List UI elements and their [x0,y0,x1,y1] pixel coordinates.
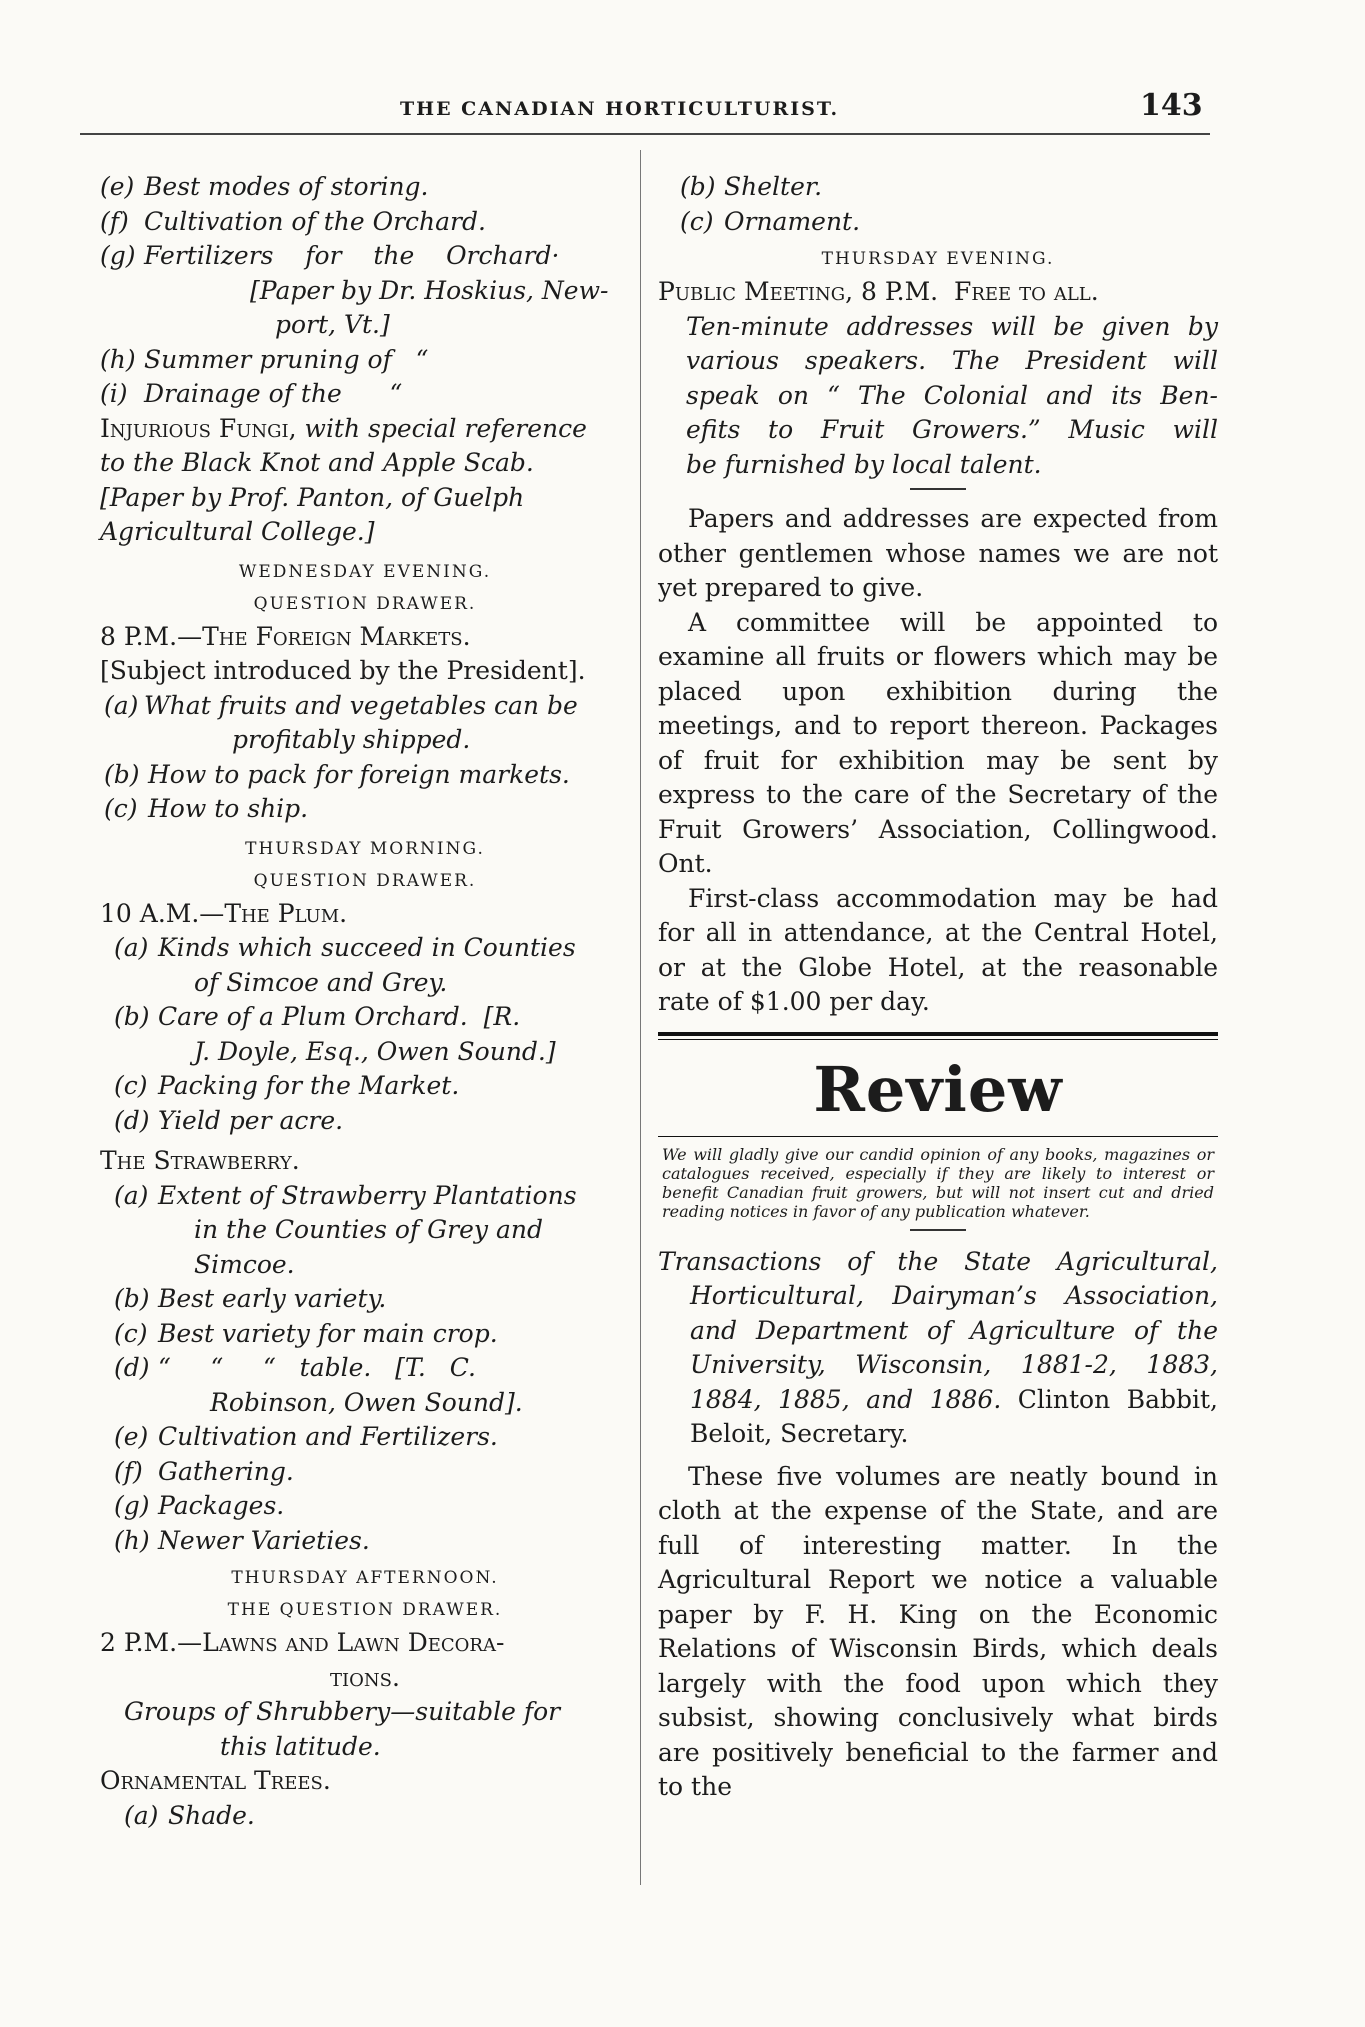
item-marker: (f) [100,206,129,236]
review-rule [658,1032,1218,1036]
item-text: Extent of Strawberry Plantations [158,1180,577,1210]
session-title: The Plum. [224,898,348,928]
item-marker: (g) [100,241,136,270]
item-text: Cultivation of the Orchard. [144,206,486,236]
list-item [100,1524,630,1559]
item-marker: (g) [114,1491,150,1520]
item-text: Newer Varieties. [158,1525,370,1555]
item-marker: (c) [114,1318,148,1348]
header-rule [80,133,1210,135]
review-entry-title: Transactions of the State Agricultural, Horticultural, Dairyman’s Association, and Department of Agriculture of the University, Wisconsin, 1881-2, 1883, 1884, 1885, and 1886. [658,1246,1218,1414]
list-item [100,689,630,724]
item-text: Summer pruning of “ [144,344,429,374]
item-marker: (e) [100,172,135,201]
item-text: “ “ “ table. [T. C. [158,1353,476,1382]
item-marker: (d) [114,1105,150,1135]
item-text: Ornament. [724,206,861,236]
review-rule [658,1136,1218,1137]
item-text: How to pack for foreign markets. [148,759,570,789]
item-marker: (e) [114,1422,149,1451]
list-item [658,205,1218,240]
session-time: 2 P.M.— [100,1628,203,1657]
item-text: in the Counties of Grey and [194,1215,543,1244]
list-item [100,343,630,378]
right-column [658,170,1218,1805]
item-text: Fertilizers for the Orchard· [144,241,560,270]
list-item [100,170,630,205]
section-title: Injurious Fungi, [100,413,297,443]
section-divider [910,488,966,490]
session-time: 8 P.M.— [100,621,203,651]
list-item [100,1351,630,1386]
item-text: Simcoe. [194,1249,295,1279]
item-text: Shade. [168,1800,255,1830]
paper-note: Agricultural College.] [100,517,375,546]
list-item [100,377,630,412]
public-meeting-text: Ten-minute addresses will be given by [686,311,1218,341]
item-text: profitably shipped. [232,725,471,754]
paragraph-committee: A committee will be appointed to examine all fruits or flowers which may be placed upon exhibition during the meetings, and to report thereon. Packages of fruit for exhibition may be sent by express to the care of the Secretary of the Fruit Growers’ Association, Collingwood. Ont. [658,607,1218,878]
item-text: Gathering. [158,1456,294,1486]
item-marker: (a) [104,690,139,720]
list-item [100,792,630,827]
session-10am [100,897,630,932]
section-injurious-fungi [100,412,630,447]
list-item [100,758,630,793]
list-item [100,1489,630,1524]
list-item [100,1317,630,1352]
page-number: 143 [1140,88,1203,123]
item-text: Best variety for main crop. [158,1318,498,1348]
paragraph-papers: Papers and addresses are expected from other gentlemen whose names we are not yet prepared to give. [658,504,1218,602]
list-item [100,1104,630,1139]
item-text: Care of a Plum Orchard. [R. [158,1002,521,1031]
item-text: of Simcoe and Grey. [194,967,448,997]
list-item [100,1069,630,1104]
session-heading: THURSDAY EVENING. [821,249,1055,269]
running-head: THE CANADIAN HORTICULTURIST. [400,98,840,120]
session-8pm [100,620,630,655]
review-entry-publisher: Clinton Babbit, Beloit, Secretary. [690,1384,1218,1448]
list-item [100,239,630,274]
item-text: Best modes of storing. [144,172,429,201]
list-item [100,205,630,240]
list-item [100,1455,630,1490]
session-2pm [100,1626,630,1661]
public-meeting-text: efits to Fruit Growers.” Music will [686,415,1218,444]
item-text: Packages. [158,1491,285,1520]
session-title: tions. [330,1662,400,1692]
review-note: We will gladly give our candid opinion of any books, magazines or catalogues received, especially if they are likely to interest or benefit Canadian fruit growers, but will not insert cut and dried reading notices in favor of any publication whatever. [662,1144,1214,1221]
item-marker: (b) [114,1284,150,1313]
session-heading: WEDNESDAY EVENING. [238,561,492,582]
item-text: Shelter. [724,172,823,201]
item-text: What fruits and vegetables can be [144,690,578,720]
item-marker: (a) [124,1800,159,1830]
column-divider [640,150,641,1885]
public-meeting-title: Public Meeting, 8 P.M. Free to all. [658,277,1099,306]
paper-note: [Paper by Dr. Hoskius, New- [250,275,609,305]
item-text: Robinson, Owen Sound]. [210,1387,523,1417]
public-meeting-text: be furnished by local talent. [686,449,1042,479]
item-marker: (f) [114,1456,143,1486]
item-marker: (d) [114,1353,150,1382]
item-text: How to ship. [148,794,309,823]
question-drawer-heading: THE QUESTION DRAWER. [227,1600,503,1620]
item-marker: (a) [114,1180,149,1210]
left-column [100,170,630,1833]
paper-note: [Paper by Prof. Panton, of Guelph [100,482,525,512]
item-marker: (h) [100,344,136,374]
question-drawer-heading: QUESTION DRAWER. [253,593,477,614]
item-marker: (h) [114,1525,150,1555]
section-text: this latitude. [220,1731,381,1761]
section-divider [910,1229,966,1231]
section-text: with special reference [296,413,587,443]
list-item [100,1179,630,1214]
item-marker: (c) [104,794,138,823]
review-body: These five volumes are neatly bound in cloth at the expense of the State, and are full of interesting matter. In the Agricultural Report we notice a valuable paper by F. H. King on the Economic Relations of Wisconsin Birds, which deals largely with the food upon which they subsist, showing conclusively what birds are positively beneficial to the farmer and to the [658,1461,1218,1801]
item-marker: (b) [114,1002,150,1031]
item-marker: (b) [104,759,140,789]
session-subject: [Subject introduced by the President]. [100,656,586,685]
public-meeting-text: speak on “ The Colonial and its Ben- [686,380,1218,410]
item-text: Packing for the Market. [158,1071,460,1100]
review-section-title: Review [813,1052,1063,1126]
review-rule [658,1039,1218,1040]
item-marker: (c) [114,1071,148,1100]
list-item [100,1282,630,1317]
item-text: Drainage of the “ [144,379,403,408]
item-text: Yield per acre. [158,1105,344,1135]
paper-note: port, Vt.] [275,310,390,339]
section-text: Groups of Shrubbery—suitable for [124,1697,561,1726]
paragraph-accommodation: First-class accommodation may be had for all in attendance, at the Central Hotel, or at the Globe Hotel, at the reasonable rate of $1.00 per day. [658,883,1218,1016]
session-time: 10 A.M.— [100,898,225,928]
section-text: to the Black Knot and Apple Scab. [100,448,534,477]
item-marker: (b) [680,172,716,201]
session-heading: THURSDAY MORNING. [245,838,485,859]
item-text: Best early variety. [158,1284,387,1313]
session-heading: THURSDAY AFTERNOON. [231,1568,499,1588]
list-item [100,931,630,966]
list-item [658,170,1218,205]
item-text: J. Doyle, Esq., Owen Sound.] [194,1036,556,1066]
question-drawer-heading: QUESTION DRAWER. [253,870,477,891]
list-item [100,1000,630,1035]
list-item [100,1799,630,1834]
item-marker: (c) [680,206,714,236]
item-text: Cultivation and Fertilizers. [158,1422,498,1451]
public-meeting-text: various speakers. The President will [686,346,1218,375]
session-title: The Foreign Markets. [202,621,471,651]
item-marker: (i) [100,379,128,408]
list-item [100,1420,630,1455]
session-title: Lawns and Lawn Decora- [202,1628,505,1657]
section-strawberry-title: The Strawberry. [100,1146,300,1175]
item-marker: (a) [114,933,149,962]
section-ornamental-title: Ornamental Trees. [100,1766,331,1795]
item-text: Kinds which succeed in Counties [158,933,576,962]
review-entry [658,1245,1218,1452]
